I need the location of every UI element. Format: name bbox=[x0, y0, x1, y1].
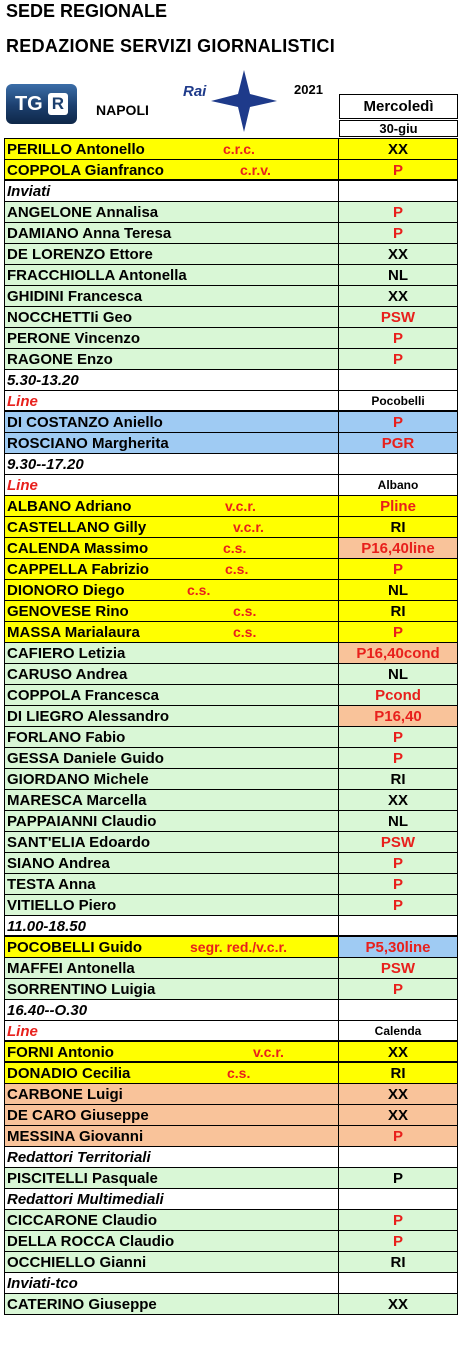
shift-value: PSW bbox=[339, 307, 458, 327]
shift-value: XX bbox=[339, 1042, 458, 1061]
staff-name-cell bbox=[4, 244, 339, 264]
staff-name-cell bbox=[4, 538, 339, 558]
staff-name-cell bbox=[4, 811, 339, 831]
table-row bbox=[4, 685, 458, 706]
staff-name: Redattori Multimediali bbox=[7, 1191, 164, 1208]
staff-name-cell bbox=[4, 433, 339, 453]
staff-role: v.c.r. bbox=[225, 498, 256, 514]
shift-value: P bbox=[339, 349, 458, 369]
table-row bbox=[4, 328, 458, 349]
table-row bbox=[4, 1210, 458, 1231]
staff-name-cell bbox=[4, 202, 339, 222]
table-row bbox=[4, 1273, 458, 1294]
shift-value: P bbox=[339, 160, 458, 179]
staff-name-cell bbox=[4, 307, 339, 327]
shift-value: Pline bbox=[339, 496, 458, 516]
table-row bbox=[4, 1252, 458, 1273]
staff-name-cell bbox=[4, 979, 339, 999]
staff-name-cell bbox=[4, 160, 339, 179]
staff-name-cell bbox=[4, 349, 339, 369]
staff-name: COPPOLA Gianfranco bbox=[7, 162, 164, 179]
staff-role: c.r.c. bbox=[223, 141, 255, 157]
shift-value: PSW bbox=[339, 958, 458, 978]
table-row bbox=[4, 349, 458, 370]
staff-name: SORRENTINO Luigia bbox=[7, 981, 156, 998]
staff-name-cell bbox=[4, 1063, 339, 1083]
table-row bbox=[4, 370, 458, 391]
shift-value: P bbox=[339, 223, 458, 243]
staff-name-cell bbox=[4, 475, 339, 495]
shift-value: XX bbox=[339, 1105, 458, 1125]
staff-name-cell bbox=[4, 937, 339, 957]
day-header: Mercoledì bbox=[339, 94, 458, 119]
table-row bbox=[4, 1105, 458, 1126]
staff-name: DELLA ROCCA Claudio bbox=[7, 1233, 175, 1250]
shift-value: XX bbox=[339, 244, 458, 264]
table-row bbox=[4, 769, 458, 790]
table-row bbox=[4, 622, 458, 643]
staff-role: c.s. bbox=[233, 603, 257, 619]
schedule-table bbox=[4, 138, 458, 1315]
shift-value: XX bbox=[339, 1084, 458, 1104]
table-row bbox=[4, 475, 458, 496]
rai-logo-icon bbox=[182, 70, 277, 132]
table-row bbox=[4, 244, 458, 265]
staff-name: GESSA Daniele Guido bbox=[7, 750, 164, 767]
header-title: SEDE REGIONALE bbox=[6, 1, 168, 21]
table-row bbox=[4, 1231, 458, 1252]
rai-logo-text: Rai bbox=[183, 83, 207, 100]
shift-value: RI bbox=[339, 1252, 458, 1272]
staff-name-cell bbox=[4, 559, 339, 579]
staff-name-cell bbox=[4, 601, 339, 621]
staff-name: 5.30-13.20 bbox=[7, 372, 79, 389]
shift-value bbox=[339, 181, 458, 201]
shift-value: RI bbox=[339, 769, 458, 789]
shift-value: P16,40 bbox=[339, 706, 458, 726]
staff-name-cell bbox=[4, 1147, 339, 1167]
table-row bbox=[4, 874, 458, 895]
staff-name: MARESCA Marcella bbox=[7, 792, 147, 809]
shift-value: Pocobelli bbox=[339, 391, 458, 410]
staff-name: SANT'ELIA Edoardo bbox=[7, 834, 151, 851]
shift-value bbox=[339, 1189, 458, 1209]
staff-name: DONADIO Cecilia bbox=[7, 1065, 131, 1082]
shift-value: P bbox=[339, 1231, 458, 1251]
staff-name: DIONORO Diego bbox=[7, 582, 125, 599]
table-row bbox=[4, 433, 458, 454]
table-row bbox=[4, 454, 458, 475]
table-row bbox=[4, 391, 458, 412]
shift-value: P bbox=[339, 727, 458, 747]
staff-name-cell bbox=[4, 958, 339, 978]
table-row bbox=[4, 748, 458, 769]
table-row bbox=[4, 937, 458, 958]
staff-name-cell bbox=[4, 286, 339, 306]
shift-value: XX bbox=[339, 139, 458, 159]
table-row bbox=[4, 1126, 458, 1147]
staff-role: v.c.r. bbox=[253, 1044, 284, 1060]
table-row bbox=[4, 643, 458, 664]
staff-role: c.s. bbox=[233, 624, 257, 640]
table-row bbox=[4, 895, 458, 916]
staff-name: DI LIEGRO Alessandro bbox=[7, 708, 169, 725]
table-row bbox=[4, 1084, 458, 1105]
staff-name: ROSCIANO Margherita bbox=[7, 435, 169, 452]
staff-name: CAPPELLA Fabrizio bbox=[7, 561, 149, 578]
staff-name: 16.40--O.30 bbox=[7, 1002, 88, 1019]
staff-name-cell bbox=[4, 370, 339, 390]
table-row bbox=[4, 580, 458, 601]
staff-name: CICCARONE Claudio bbox=[7, 1212, 157, 1229]
staff-name-cell bbox=[4, 748, 339, 768]
shift-value: XX bbox=[339, 286, 458, 306]
table-row bbox=[4, 1063, 458, 1084]
table-row bbox=[4, 1168, 458, 1189]
shift-value: RI bbox=[339, 601, 458, 621]
staff-name: DE CARO Giuseppe bbox=[7, 1107, 149, 1124]
staff-name: SIANO Andrea bbox=[7, 855, 110, 872]
staff-name-cell bbox=[4, 874, 339, 894]
staff-name: PERILLO Antonello bbox=[7, 141, 145, 158]
shift-value: Albano bbox=[339, 475, 458, 495]
staff-role: v.c.r. bbox=[233, 519, 264, 535]
shift-value: Calenda bbox=[339, 1021, 458, 1040]
shift-value: P5,30line bbox=[339, 937, 458, 957]
shift-value: PGR bbox=[339, 433, 458, 453]
staff-name-cell bbox=[4, 1126, 339, 1146]
staff-name-cell bbox=[4, 265, 339, 285]
shift-value: Pcond bbox=[339, 685, 458, 705]
table-row bbox=[4, 517, 458, 538]
staff-name: PERONE Vincenzo bbox=[7, 330, 141, 347]
staff-name-cell bbox=[4, 895, 339, 915]
staff-name-cell bbox=[4, 916, 339, 935]
shift-value bbox=[339, 916, 458, 935]
staff-name-cell bbox=[4, 1294, 339, 1314]
shift-value: XX bbox=[339, 1294, 458, 1314]
staff-name-cell bbox=[4, 832, 339, 852]
staff-name: Inviati-tco bbox=[7, 1275, 78, 1292]
staff-name: FORLANO Fabio bbox=[7, 729, 126, 746]
staff-name: COPPOLA Francesca bbox=[7, 687, 159, 704]
table-row bbox=[4, 496, 458, 517]
table-row bbox=[4, 601, 458, 622]
staff-name: MESSINA Giovanni bbox=[7, 1128, 144, 1145]
table-row bbox=[4, 664, 458, 685]
staff-name: MASSA Marialaura bbox=[7, 624, 140, 641]
table-row bbox=[4, 853, 458, 874]
staff-name: CAFIERO Letizia bbox=[7, 645, 126, 662]
staff-name-cell bbox=[4, 580, 339, 600]
shift-value: PSW bbox=[339, 832, 458, 852]
shift-value: NL bbox=[339, 664, 458, 684]
staff-name-cell bbox=[4, 328, 339, 348]
shift-value: RI bbox=[339, 517, 458, 537]
staff-name: CASTELLANO Gilly bbox=[7, 519, 147, 536]
staff-name: Line bbox=[7, 1023, 38, 1040]
shift-value: P bbox=[339, 559, 458, 579]
staff-name-cell bbox=[4, 139, 339, 159]
staff-name-cell bbox=[4, 1168, 339, 1188]
staff-name: 9.30--17.20 bbox=[7, 456, 84, 473]
staff-name: ALBANO Adriano bbox=[7, 498, 132, 515]
staff-name-cell bbox=[4, 391, 339, 410]
staff-name: VITIELLO Piero bbox=[7, 897, 117, 914]
staff-name: MAFFEI Antonella bbox=[7, 960, 135, 977]
shift-value: P bbox=[339, 979, 458, 999]
staff-name-cell bbox=[4, 1042, 339, 1061]
staff-name: DI COSTANZO Aniello bbox=[7, 414, 163, 431]
table-row bbox=[4, 223, 458, 244]
staff-name: TESTA Anna bbox=[7, 876, 96, 893]
staff-role: c.s. bbox=[223, 540, 247, 556]
staff-name-cell bbox=[4, 727, 339, 747]
shift-value: P bbox=[339, 1126, 458, 1146]
staff-name-cell bbox=[4, 685, 339, 705]
table-row bbox=[4, 265, 458, 286]
staff-name-cell bbox=[4, 622, 339, 642]
tgr-logo bbox=[6, 84, 77, 124]
tgr-logo-text: TG bbox=[14, 92, 43, 115]
table-row bbox=[4, 160, 458, 181]
shift-value: P bbox=[339, 622, 458, 642]
shift-value: P bbox=[339, 1210, 458, 1230]
table-row bbox=[4, 1021, 458, 1042]
shift-value: P bbox=[339, 874, 458, 894]
staff-name: GHIDINI Francesca bbox=[7, 288, 143, 305]
staff-name-cell bbox=[4, 454, 339, 474]
staff-role: segr. red./v.c.r. bbox=[190, 939, 288, 955]
shift-value: P16,40line bbox=[339, 538, 458, 558]
shift-value: NL bbox=[339, 811, 458, 831]
staff-name-cell bbox=[4, 496, 339, 516]
table-row bbox=[4, 1000, 458, 1021]
table-row bbox=[4, 979, 458, 1000]
staff-name-cell bbox=[4, 1189, 339, 1209]
staff-name: RAGONE Enzo bbox=[7, 351, 113, 368]
shift-value bbox=[339, 454, 458, 474]
shift-value: P16,40cond bbox=[339, 643, 458, 663]
shift-value: P bbox=[339, 1168, 458, 1188]
table-row bbox=[4, 1189, 458, 1210]
staff-name: PAPPAIANNI Claudio bbox=[7, 813, 157, 830]
city-label: NAPOLI bbox=[96, 102, 149, 118]
table-row bbox=[4, 1042, 458, 1063]
staff-name: PISCITELLI Pasquale bbox=[7, 1170, 158, 1187]
staff-name-cell bbox=[4, 664, 339, 684]
table-row bbox=[4, 559, 458, 580]
shift-value: P bbox=[339, 328, 458, 348]
year-label: 2021 bbox=[294, 82, 323, 97]
table-row bbox=[4, 958, 458, 979]
shift-value: XX bbox=[339, 790, 458, 810]
staff-name-cell bbox=[4, 1000, 339, 1020]
staff-name: FRACCHIOLLA Antonella bbox=[7, 267, 187, 284]
table-row bbox=[4, 181, 458, 202]
staff-name-cell bbox=[4, 412, 339, 432]
staff-name-cell bbox=[4, 1105, 339, 1125]
table-row bbox=[4, 790, 458, 811]
staff-name: GIORDANO Michele bbox=[7, 771, 149, 788]
shift-value bbox=[339, 1000, 458, 1020]
staff-name-cell bbox=[4, 1084, 339, 1104]
staff-name-cell bbox=[4, 706, 339, 726]
staff-name: CALENDA Massimo bbox=[7, 540, 149, 557]
staff-name-cell bbox=[4, 643, 339, 663]
table-row bbox=[4, 1294, 458, 1315]
staff-name-cell bbox=[4, 1231, 339, 1251]
staff-name-cell bbox=[4, 853, 339, 873]
shift-value bbox=[339, 1147, 458, 1167]
staff-name: FORNI Antonio bbox=[7, 1044, 114, 1061]
staff-role: c.s. bbox=[225, 561, 249, 577]
shift-value: NL bbox=[339, 265, 458, 285]
table-row bbox=[4, 286, 458, 307]
table-row bbox=[4, 538, 458, 559]
table-row bbox=[4, 727, 458, 748]
table-row bbox=[4, 412, 458, 433]
staff-name: CARUSO Andrea bbox=[7, 666, 128, 683]
staff-name: NOCCHETTIi Geo bbox=[7, 309, 133, 326]
staff-name-cell bbox=[4, 769, 339, 789]
shift-value: P bbox=[339, 202, 458, 222]
staff-role: c.r.v. bbox=[240, 162, 271, 178]
staff-role: c.s. bbox=[227, 1065, 251, 1081]
table-row bbox=[4, 202, 458, 223]
staff-name: POCOBELLI Guido bbox=[7, 939, 142, 956]
staff-name: DAMIANO Anna Teresa bbox=[7, 225, 172, 242]
staff-name-cell bbox=[4, 517, 339, 537]
staff-name: CARBONE Luigi bbox=[7, 1086, 123, 1103]
staff-name: ANGELONE Annalisa bbox=[7, 204, 159, 221]
staff-name-cell bbox=[4, 1021, 339, 1040]
staff-name: DE LORENZO Ettore bbox=[7, 246, 153, 263]
staff-name: 11.00-18.50 bbox=[7, 918, 86, 935]
tgr-logo-letter: R bbox=[48, 93, 68, 115]
staff-name: Inviati bbox=[7, 183, 51, 200]
staff-name-cell bbox=[4, 181, 339, 201]
shift-value: P bbox=[339, 853, 458, 873]
staff-name: CATERINO Giuseppe bbox=[7, 1296, 157, 1313]
table-row bbox=[4, 307, 458, 328]
staff-name: GENOVESE Rino bbox=[7, 603, 129, 620]
staff-name: OCCHIELLO Gianni bbox=[7, 1254, 147, 1271]
shift-value bbox=[339, 1273, 458, 1293]
table-row bbox=[4, 139, 458, 160]
table-row bbox=[4, 811, 458, 832]
shift-value: RI bbox=[339, 1063, 458, 1083]
header-subtitle: REDAZIONE SERVIZI GIORNALISTICI bbox=[6, 36, 335, 56]
table-row bbox=[4, 1147, 458, 1168]
table-row bbox=[4, 706, 458, 727]
shift-value: NL bbox=[339, 580, 458, 600]
staff-name-cell bbox=[4, 790, 339, 810]
staff-name-cell bbox=[4, 223, 339, 243]
table-row bbox=[4, 916, 458, 937]
staff-name-cell bbox=[4, 1252, 339, 1272]
shift-value: P bbox=[339, 412, 458, 432]
staff-name: Line bbox=[7, 477, 38, 494]
date-header: 30-giu bbox=[339, 120, 458, 137]
shift-value bbox=[339, 370, 458, 390]
staff-name: Line bbox=[7, 393, 38, 410]
table-row bbox=[4, 832, 458, 853]
staff-role: c.s. bbox=[187, 582, 211, 598]
staff-name-cell bbox=[4, 1210, 339, 1230]
shift-value: P bbox=[339, 748, 458, 768]
shift-value: P bbox=[339, 895, 458, 915]
staff-name: Redattori Territoriali bbox=[7, 1149, 151, 1166]
staff-name-cell bbox=[4, 1273, 339, 1293]
